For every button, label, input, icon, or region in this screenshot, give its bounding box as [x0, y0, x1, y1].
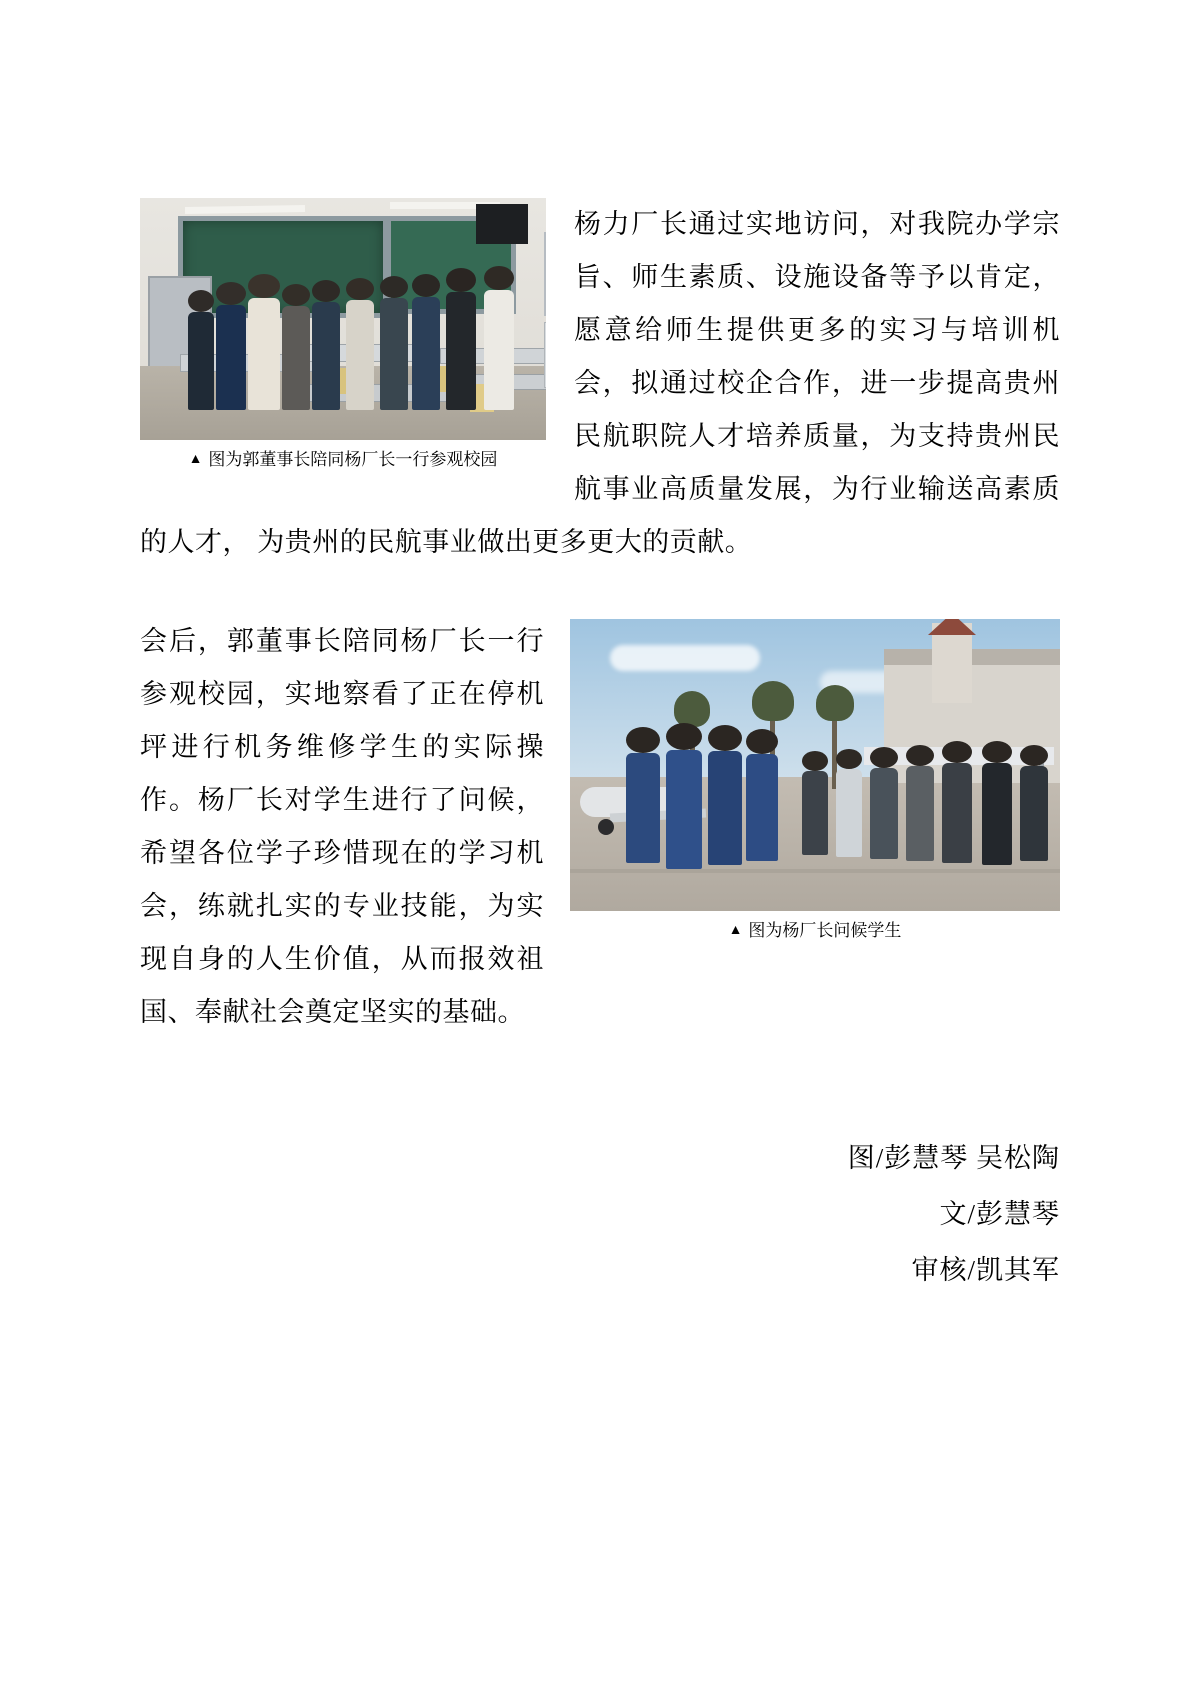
article-block-one — [140, 198, 1060, 569]
photo-visitor — [802, 751, 828, 855]
photo-visitor — [906, 745, 934, 861]
figure-caption-text: 图为杨厂长问候学生 — [748, 921, 902, 940]
photo-person — [412, 274, 440, 410]
figure-classroom — [140, 198, 546, 475]
photo-person — [380, 276, 408, 410]
article-block-two — [140, 615, 1060, 1039]
photo-monitor — [476, 204, 528, 244]
triangle-icon: ▲ — [728, 923, 743, 938]
signature-block — [848, 1130, 1060, 1298]
photo-cloud — [610, 645, 760, 671]
photo-person — [188, 290, 214, 410]
photo-visitor — [836, 749, 862, 857]
photo-student — [746, 729, 778, 861]
photo-visitor — [942, 741, 972, 863]
figure-caption-text: 图为郭董事长陪同杨厂长一行参观校园 — [208, 450, 498, 469]
photo-tree — [674, 691, 710, 727]
photo-student — [708, 725, 742, 865]
photo-tree — [752, 681, 794, 721]
photo-visitor — [982, 741, 1012, 865]
figure-caption — [570, 916, 1060, 946]
photo-tree — [816, 685, 854, 721]
photo-person — [484, 266, 514, 410]
photo-visitor — [870, 747, 898, 859]
photo-student — [666, 723, 702, 869]
photo-tower — [932, 623, 972, 703]
paragraph-one: 杨力厂长通过实地访问，对我院办学宗旨、师生素质、设施设备等予以肯定，愿意给师生提供更多的实习与培训机会，拟通过校企合作，进一步提高贵州民航职院人才培养质量，为支持贵州民航事业高质量发展，为行业输送高素质的人才， 为贵州的民航事业做出更多更大的贡献。 — [140, 209, 1060, 557]
photo-building-roof — [884, 649, 1060, 665]
photo-kerb-line — [570, 869, 1060, 873]
photo-credit: 图/彭慧琴 吴松陶 — [847, 1143, 1060, 1173]
figure-apron — [570, 619, 1060, 946]
apron-photo — [570, 619, 1060, 911]
triangle-icon: ▲ — [188, 452, 203, 467]
photo-person — [346, 278, 374, 410]
figure-caption — [140, 445, 546, 475]
photo-visitor — [1020, 745, 1048, 861]
photo-window — [544, 232, 546, 316]
classroom-photo — [140, 198, 546, 440]
photo-person — [282, 284, 310, 410]
photo-aircraft-wheel — [598, 819, 614, 835]
photo-locker — [544, 322, 546, 388]
paragraph-two: 会后，郭董事长陪同杨厂长一行参观校园，实地察看了正在停机坪进行机务维修学生的实际操作。杨厂长对学生进行了问候，希望各位学子珍惜现在的学习机会，练就扎实的专业技能，为实现自身的人生价值，从而报效祖国、奉献社会奠定坚实的基础。 — [140, 626, 544, 1027]
photo-person — [248, 274, 280, 410]
photo-person — [216, 282, 246, 410]
photo-person — [312, 280, 340, 410]
photo-person — [446, 268, 476, 410]
reviewer-credit: 审核/凯其军 — [911, 1255, 1060, 1285]
text-credit: 文/彭慧琴 — [939, 1199, 1060, 1229]
photo-student — [626, 727, 660, 863]
